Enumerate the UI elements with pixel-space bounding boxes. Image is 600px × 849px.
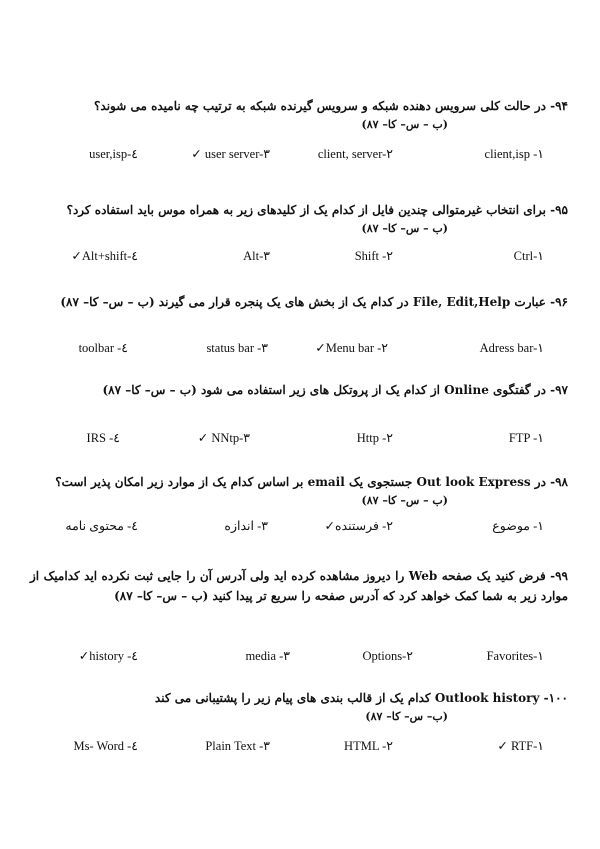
option-3[interactable]: ۳- اندازه <box>224 519 268 533</box>
option-2[interactable]: Http -۲ <box>356 431 393 445</box>
option-3[interactable]: status bar -۳ <box>206 341 268 355</box>
option-2[interactable]: Shift -۲ <box>354 249 393 263</box>
option-3[interactable]: ✓ user server-۳ <box>191 147 270 161</box>
option-2[interactable]: client, server-۲ <box>317 147 393 161</box>
option-4[interactable]: ✓Alt+shift-٤ <box>71 249 138 263</box>
options-95 <box>30 248 568 268</box>
question-source: (ب – س– کا– ۸۷) <box>361 494 448 507</box>
option-3[interactable]: Plain Text -۳ <box>205 739 270 753</box>
question-95 <box>30 200 568 238</box>
question-text: ۹۶- عبارت File, Edit,Help در کدام یک از بخش های یک پنجره قرار می گیرند (ب – س– کا– ۸۷) <box>60 295 568 309</box>
option-1[interactable]: FTP -۱ <box>508 431 544 445</box>
options-99 <box>30 648 568 668</box>
option-3[interactable]: ✓ NNtp-۳ <box>197 431 250 445</box>
question-text: ۹۵- برای انتخاب غیرمتوالی چندین فایل از کدام یک از کلیدهای زیر به همراه موس باید استفاده کرد؟ <box>66 203 568 217</box>
options-97 <box>30 430 568 450</box>
option-4[interactable]: ✓history -٤ <box>78 649 138 663</box>
option-2[interactable]: HTML -۲ <box>344 739 393 753</box>
option-1[interactable]: ۱- موضوع <box>492 519 544 533</box>
question-text: ۹۸- در Out look Express جستجوی یک email بر اساس کدام یک از موارد زیر امکان پذیر است؟ <box>55 475 568 489</box>
question-text: ۹۴- در حالت کلی سرویس دهنده شبکه و سرویس گیرنده شبکه به ترتیب چه نامیده می شوند؟ <box>94 99 568 113</box>
question-source: (ب – س– کا– ۸۷) <box>361 118 448 131</box>
options-100 <box>30 738 568 758</box>
option-1[interactable]: Favorites-۱ <box>486 649 544 663</box>
question-text: ۹۷- در گفتگوی Online از کدام یک از پروتکل های زیر استفاده می شود (ب – س– کا– ۸۷) <box>102 383 568 397</box>
option-3[interactable]: media -۳ <box>245 649 290 663</box>
question-99 <box>30 566 568 606</box>
option-3[interactable]: Alt-۳ <box>243 249 270 263</box>
question-94 <box>30 96 568 134</box>
option-1[interactable]: Adress bar-۱ <box>479 341 544 355</box>
question-text: ۹۹- فرض کنید یک صفحه Web را دیروز مشاهده کرده اید ولی آدرس آن را جایی ثبت نکرده اید کدامیک از موارد زیر به شما کمک خواهد کرد که آدرس صفحه را سریع تر پیدا کنید (ب – س– کا– ۸۷) <box>30 569 568 603</box>
option-2[interactable]: Options-۲ <box>362 649 413 663</box>
option-1[interactable]: ✓ RTF-۱ <box>497 739 544 753</box>
question-98 <box>30 472 568 510</box>
question-96 <box>30 292 568 312</box>
option-1[interactable]: client,isp -۱ <box>484 147 544 161</box>
option-4[interactable]: Ms- Word -٤ <box>73 739 138 753</box>
question-97 <box>30 380 568 400</box>
option-1[interactable]: Ctrl-۱ <box>513 249 544 263</box>
question-text: ۱۰۰- Outlook history کدام یک از قالب بندی های پیام زیر را پشتیبانی می کند <box>154 691 568 705</box>
options-98 <box>30 518 568 538</box>
question-100 <box>30 688 568 726</box>
option-4[interactable]: IRS -٤ <box>86 431 120 445</box>
question-source: (ب – س– کا– ۸۷) <box>361 222 448 235</box>
option-2[interactable]: ۲- فرستنده✓ <box>324 519 393 533</box>
option-4[interactable]: ٤- محتوی نامه <box>65 519 138 533</box>
question-source: (ب– س– کا– ۸۷) <box>365 710 448 723</box>
option-4[interactable]: toolbar -٤ <box>78 341 128 355</box>
options-94 <box>30 146 568 166</box>
option-2[interactable]: ✓Menu bar -۲ <box>315 341 388 355</box>
option-4[interactable]: user,isp-٤ <box>89 147 138 161</box>
options-96 <box>30 340 568 360</box>
